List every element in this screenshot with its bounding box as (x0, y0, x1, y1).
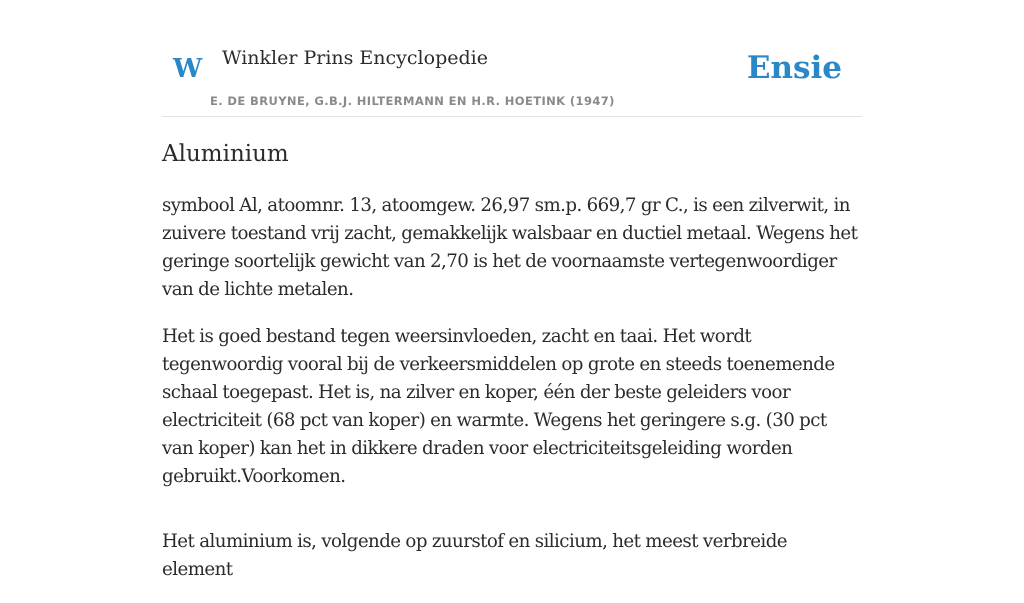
article-paragraph: symbool Al, atoomnr. 13, atoomgew. 26,97 sm.p. 669,7 gr C., is een zilverwit, in zuivere toestand vrij zacht, gemakkelijk walsbaar en ductiel metaal. Wegens het geringe soortelijk gewicht van 2,70 is het de voornaamste vertegenwoordiger van de lichte metalen. (162, 195, 858, 300)
winkler-prins-logo[interactable]: W (173, 54, 203, 84)
site-header (162, 30, 862, 117)
article-title: Aluminium (162, 141, 289, 167)
article (162, 138, 862, 603)
site-title: Winkler Prins Encyclopedie (222, 47, 488, 69)
article-paragraph: Het is goed bestand tegen weersinvloeden, zacht en taai. Het wordt tegenwoordig vooral bij de verkeersmiddelen op grote en steeds toenemende schaal toegepast. Het is, na zilver en koper, één der beste geleiders voor electriciteit (68 pct van koper) en warmte. Wegens het geringere s.g. (30 pct van koper) kan het in dikkere draden voor electriciteitsgeleiding worden gebruikt.Voorkomen. (162, 326, 835, 487)
ensie-brand-link[interactable]: Ensie (746, 50, 842, 86)
article-paragraph: Het aluminium is, volgende op zuurstof en silicium, het meest verbreide element (162, 531, 788, 580)
site-authors: E. DE BRUYNE, G.B.J. HILTERMANN EN H.R. HOETINK (1947) (210, 94, 615, 108)
